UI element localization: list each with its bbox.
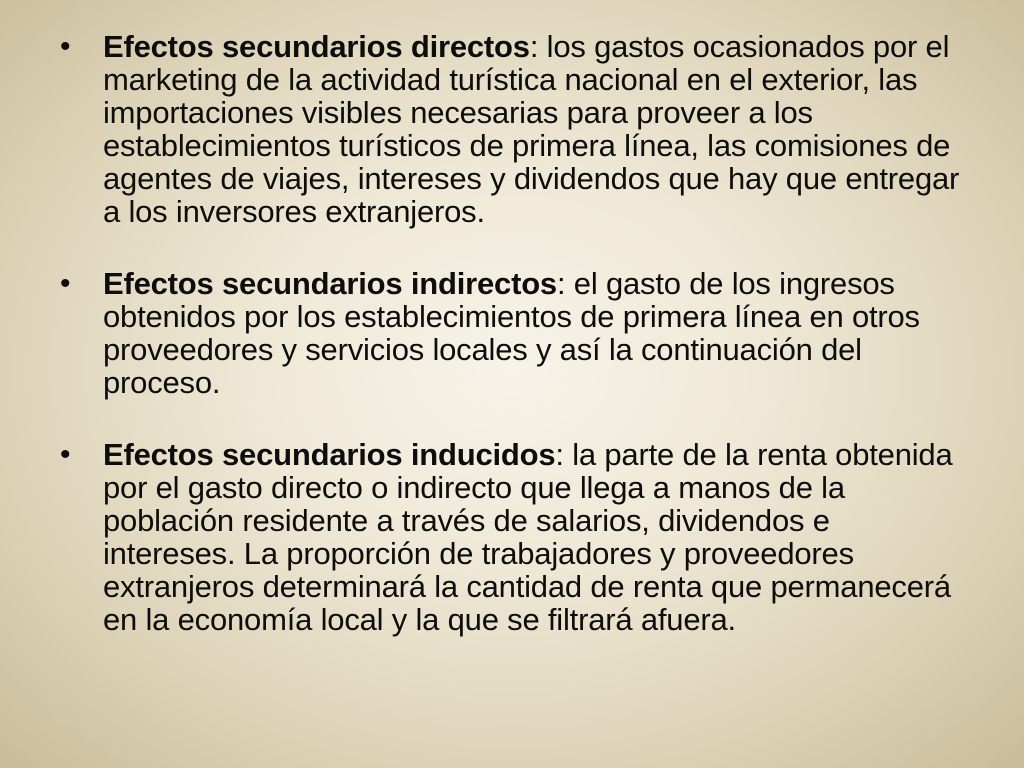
bullet-term: Efectos secundarios inducidos [103,437,556,472]
bullet-item-inducidos [60,438,970,636]
bullet-item-indirectos [60,267,970,399]
bullet-icon: • [60,267,71,300]
bullet-item-directos [60,30,970,228]
bullet-term: Efectos secundarios indirectos [103,266,557,301]
bullet-text: : el gasto de los ingresos obtenidos por los establecimientos de primera línea en otros proveedores y servicios locales y así la continuación del proceso. [103,266,920,400]
bullet-icon: • [60,30,71,63]
bullet-list [60,30,970,636]
bullet-text: : los gastos ocasionados por el marketing de la actividad turística nacional en el exterior, las importaciones visibles necesarias para proveer a los establecimientos turísticos de primera línea, las comisiones de agentes de viajes, intereses y dividendos que hay que entregar a los inversores extranjeros. [103,29,960,229]
bullet-text: : la parte de la renta obtenida por el gasto directo o indirecto que llega a manos de la población residente a través de salarios, dividendos e intereses. La proporción de trabajadores y proveedores extranjeros determinará la cantidad de renta que permanecerá en la economía local y la que se filtrará afuera. [103,437,953,637]
bullet-term: Efectos secundarios directos [103,29,530,64]
bullet-icon: • [60,438,71,471]
